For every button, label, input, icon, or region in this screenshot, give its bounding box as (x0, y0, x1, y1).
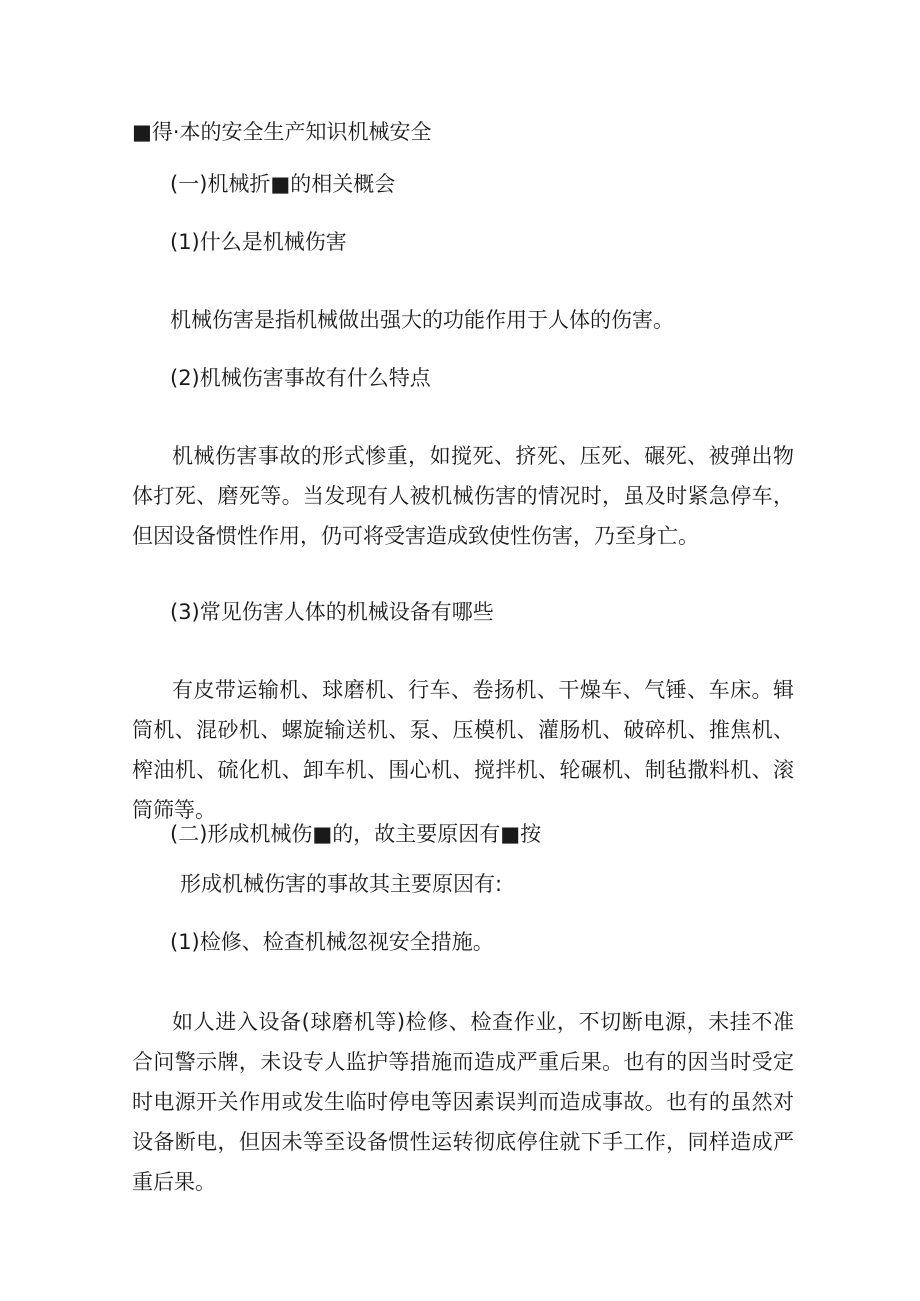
answer-paragraph-2: 机械伤害事故的形式惨重，如搅死、挤死、压死、碾死、被弹出物体打死、磨死等。当发现有人被机械伤害的情况时，虽及时紧急停车，但因设备惯性作用，仍可将受害造成致使性伤害，乃至身亡。 (132, 444, 794, 548)
answer-paragraph-1: 机械伤害是指机械做出强大的功能作用于人体的伤害。 (170, 308, 674, 332)
document-title: ■得·本的安全生产知识机械安全 (132, 120, 432, 144)
question-heading-3: (3)常见伤害人体的机械设备有哪些 (170, 600, 494, 624)
reason-paragraph-1: 如人进入设备(球磨机等)检修、检查作业，不切断电源，未挂不准合问警示牌，未设专人监护等措施而造成严重后果。也有的因当时受定时电源开关作用或发生临时停电等因素误判而造成事故。也有的虽然对设备断电，但因未等至设备惯性运转彻底停住就下手工作，同样造成严重后果。 (132, 1010, 794, 1194)
question-heading-2: (2)机械伤害事故有什么特点 (170, 366, 431, 390)
answer-paragraph-3: 有皮带运输机、球磨机、行车、卷扬机、干燥车、气锤、车床。辑筒机、混砂机、螺旋输送机、泵、压模机、灌肠机、破碎机、推焦机、榨油机、硫化机、卸车机、围心机、搅拌机、轮碾机、制毡撒料机、滚筒筛等。 (132, 678, 794, 822)
question-heading-1: (1)什么是机械伤害 (170, 230, 347, 254)
section-heading-1: (一)机械折■的相关概会 (170, 172, 396, 196)
section-heading-2: (二)形成机械伤■的，故主要原因有■按 (170, 822, 542, 846)
reason-heading-1: (1)检修、检查机械忽视安全措施。 (170, 930, 494, 954)
section-intro: 形成机械伤害的事故其主要原因有: (180, 872, 503, 896)
